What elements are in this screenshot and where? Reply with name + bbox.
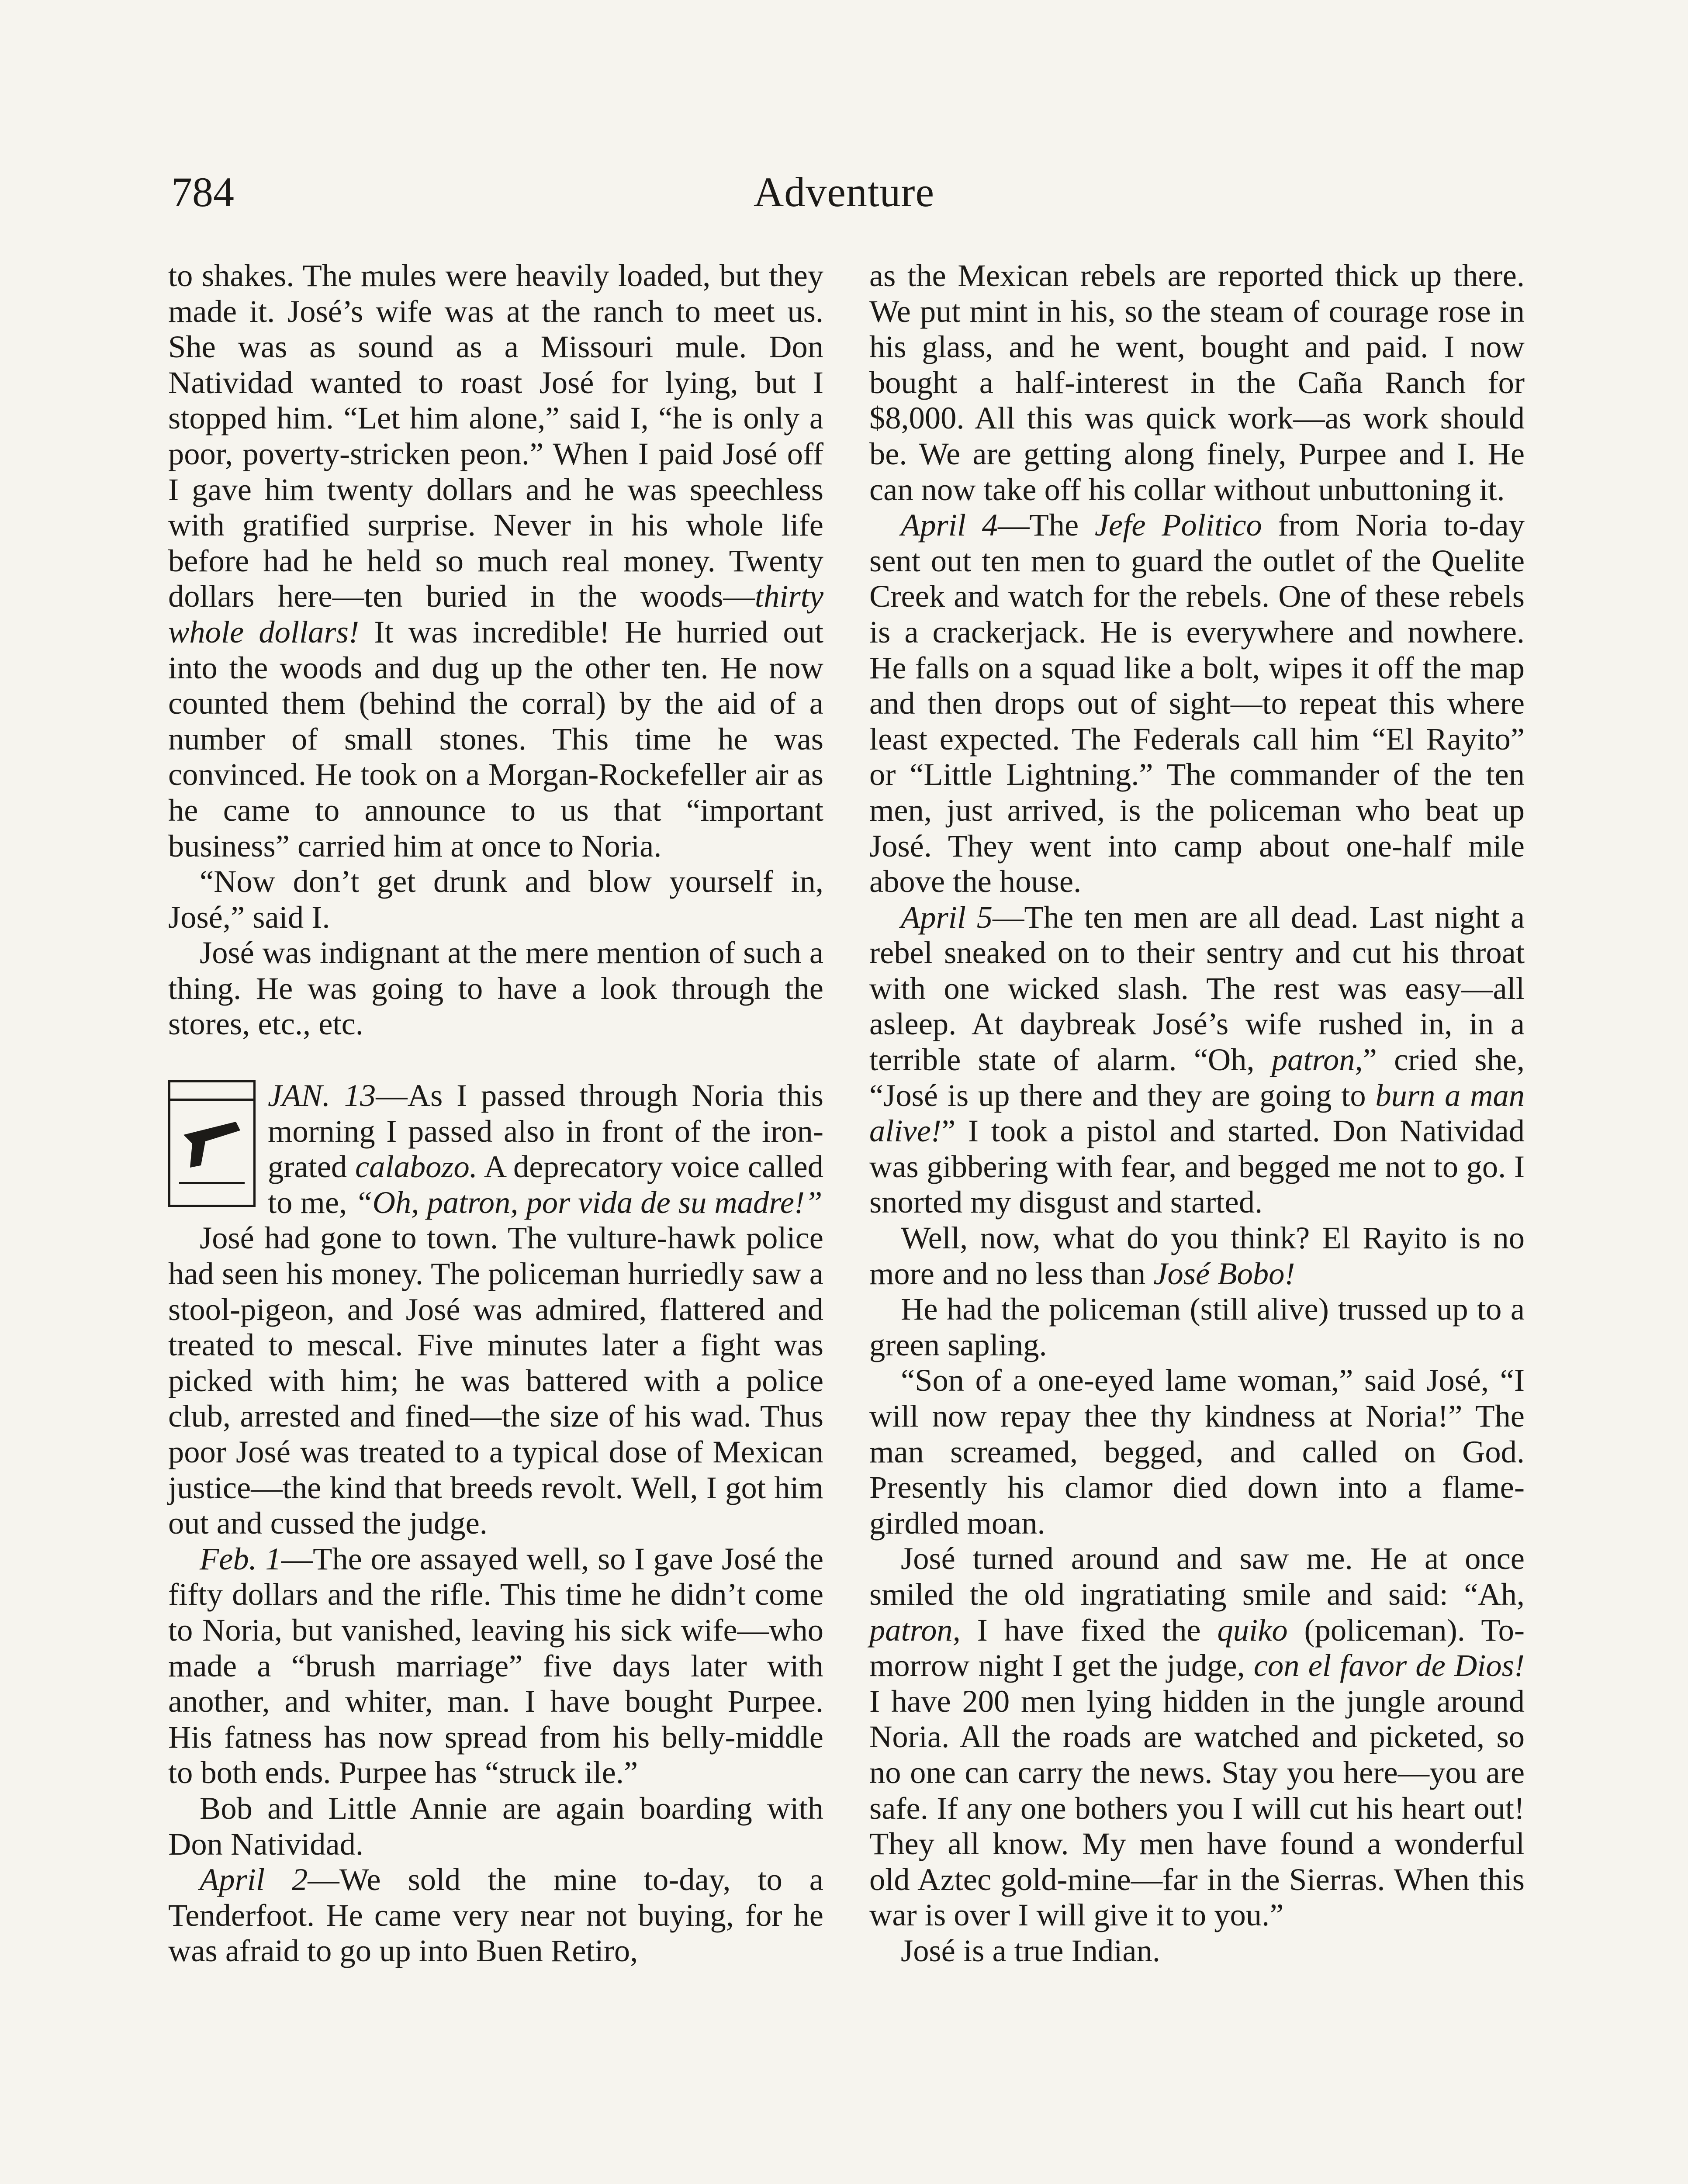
paragraph: to shakes. The mules were heavily loaded, but they made it. José’s wife was at the ranch to meet us. She was as sound as a Missouri mule. Don Natividad wanted to roast José for lying, but I stopped him. “Let him alone,” said I, “he is only a poor, poverty-stricken peon.” When I paid José off I gave him twenty dollars and he was speechless with gratified surprise. Never in his whole life before had he held so much real money. Twenty dollars here—ten buried in the woods—thirty whole dollars! It was incredible! He hurried out into the woods and dug up the other ten. He now counted them (behind the corral) by the aid of a number of small stones. This time he was convinced. He took on a Morgan-Rockefeller air as he came to announce to us that “important business” carried him at once to Noria. <box>168 258 823 864</box>
paragraph: JAN. 13—As I passed through Noria this morning I passed also in front of the iron-grated calabozo. A deprecatory voice called to me, “Oh, patron, por vida de su madre!” <box>268 1078 823 1220</box>
paragraph: as the Mexican rebels are reported thick up there. We put mint in his, so the steam of courage rose in his glass, and he went, bought and paid. I now bought a half-interest in the Caña Ranch for $8,000. All this was quick work—as work should be. We are getting along finely, Purpee and I. He can now take off his collar without unbuttoning it. <box>869 258 1525 507</box>
paragraph: Bob and Little Annie are again boarding with Don Natividad. <box>168 1790 823 1862</box>
right-column <box>869 258 1525 1969</box>
section-start <box>168 1078 823 1220</box>
paragraph: April 4—The Jefe Politico from Noria to-day sent out ten men to guard the outlet of the Quelite Creek and watch for the rebels. One of these rebels is a crackerjack. He is everywhere and nowhere. He falls on a squad like a bolt, wipes it off the map and then drops out of sight—to repeat this where least expected. The Federals call him “El Rayito” or “Little Lightning.” The commander of the ten men, just arrived, is the policeman who beat up José. They went into camp about one-half mile above the house. <box>869 507 1525 899</box>
paragraph: Well, now, what do you think? El Rayito is no more and no less than José Bobo! <box>869 1220 1525 1291</box>
section-break <box>168 1042 823 1078</box>
paragraph: “Son of a one-eyed lame woman,” said José, “I will now repay thee thy kindness at Noria!” The man screamed, begged, and called on God. Presently his clamor died down into a flame-girdled moan. <box>869 1362 1525 1541</box>
left-column <box>168 258 823 1969</box>
running-title: Adventure <box>753 169 935 215</box>
paragraph: José turned around and saw me. He at once smiled the old ingratiating smile and said: “Ah, patron, I have fixed the quiko (policeman). To-morrow night I get the judge, con el favor de Dios! I have 200 men lying hidden in the jungle around Noria. All the roads are watched and picketed, so no one can carry the news. Stay you here—you are safe. If any one bothers you I will cut his heart out! They all know. My men have found a wonderful old Aztec gold-mine—far in the Sierras. When this war is over I will give it to you.” <box>869 1541 1525 1933</box>
paragraph: “Now don’t get drunk and blow yourself in, José,” said I. <box>168 864 823 935</box>
paragraph: José had gone to town. The vulture-hawk police had seen his money. The policeman hurriedly saw a stool-pigeon, and José was admired, flattered and treated to mescal. Five minutes later a fight was picked with him; he was battered with a police club, arrested and fined—the size of his wad. Thus poor José was treated to a typical dose of Mexican justice—the kind that breeds revolt. Well, I got him out and cussed the judge. <box>168 1220 823 1541</box>
pistol-icon <box>168 1080 256 1207</box>
paragraph: April 5—The ten men are all dead. Last night a rebel sneaked on to their sentry and cut his throat with one wicked slash. The rest was easy—all asleep. At daybreak José’s wife rushed in, in a terrible state of alarm. “Oh, patron,” cried she, “José is up there and they are going to burn a man alive!” I took a pistol and started. Don Natividad was gibbering with fear, and begged me not to go. I snorted my disgust and started. <box>869 899 1525 1220</box>
paragraph: April 2—We sold the mine to-day, to a Tenderfoot. He came very near not buying, for he was afraid to go up into Buen Retiro, <box>168 1862 823 1969</box>
paragraph: José was indignant at the mere mention of such a thing. He was going to have a look through the stores, etc., etc. <box>168 935 823 1042</box>
page-number: 784 <box>171 169 234 215</box>
paragraph: He had the policeman (still alive) trussed up to a green sapling. <box>869 1291 1525 1362</box>
paragraph: José is a true Indian. <box>901 1932 1160 1968</box>
page-header <box>0 166 1688 227</box>
paragraph: Feb. 1—The ore assayed well, so I gave José the fifty dollars and the rifle. This time he didn’t come to Noria, but vanished, leaving his sick wife—who made a “brush marriage” five days later with another, and whiter, man. I have bought Purpee. His fatness has now spread from his belly-middle to both ends. Purpee has “struck ile.” <box>168 1541 823 1790</box>
